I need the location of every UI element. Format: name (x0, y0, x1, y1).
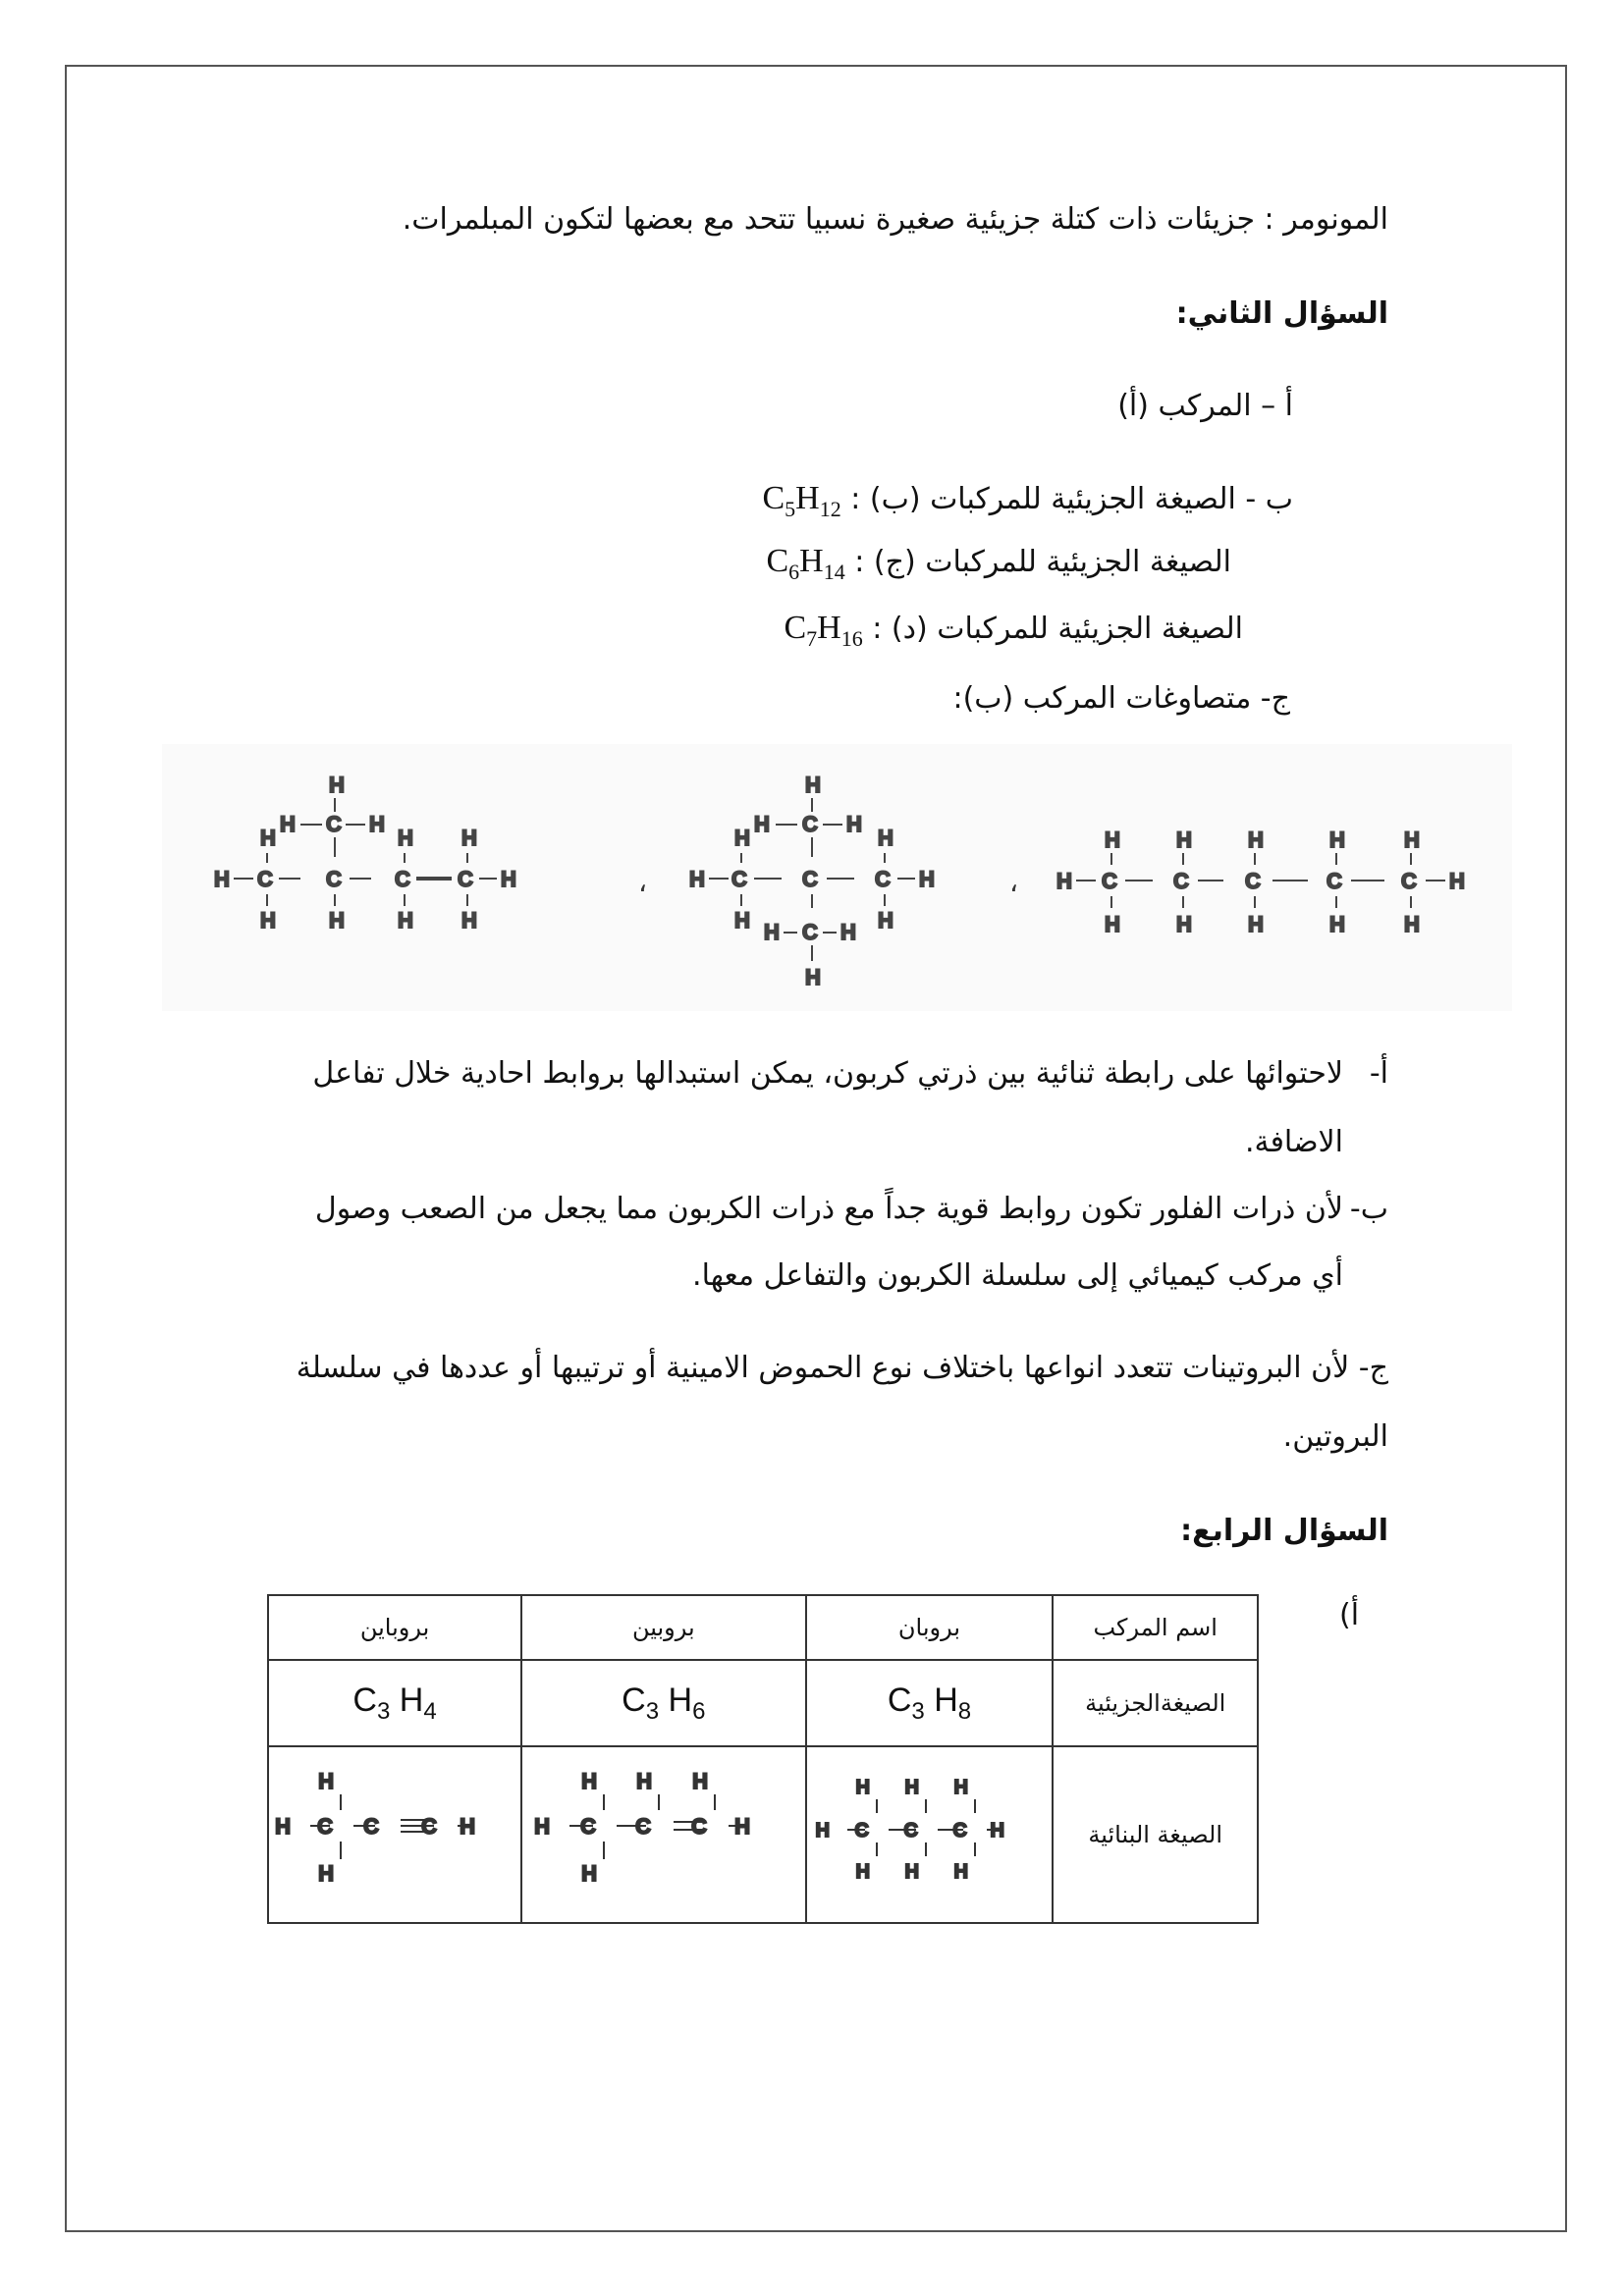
carbon-atom-label: C (458, 867, 473, 891)
hydrogen-atom-label: H (816, 1820, 831, 1842)
hydrogen-atom-label: H (856, 1861, 871, 1883)
hydrogen-atom-label: H (1105, 912, 1120, 936)
hydrogen-atom-label: H (878, 908, 893, 933)
cell-structure-propyne (268, 1746, 521, 1923)
hydrogen-atom-label: H (734, 908, 750, 933)
propyne-structure (275, 1769, 503, 1896)
hydrogen-atom-label: H (398, 826, 413, 850)
propene-structure (533, 1769, 782, 1896)
hydrogen-atom-label: H (919, 867, 935, 891)
hydrogen-atom-label: H (580, 1769, 597, 1793)
cell-name-propane: بروبان (806, 1595, 1054, 1660)
carbon-atom-label: C (326, 812, 342, 836)
q3-b-marker: ب- (1349, 1192, 1388, 1226)
cell-formula-propane: $C_3$ $H_8$ (806, 1660, 1054, 1746)
hydrogen-atom-label: H (805, 773, 821, 797)
carbon-atom-label: C (875, 867, 891, 891)
q2-c-formula: $C_6H_{14}$ (766, 543, 845, 584)
row-label-molecular-formula: الصيغةالجزيئية (1053, 1660, 1258, 1746)
hydrogen-atom-label: H (1329, 912, 1345, 936)
isomer-separator-1: ، (638, 866, 648, 898)
propane-structure (816, 1774, 1032, 1892)
carbon-atom-label: C (257, 867, 273, 891)
hydrogen-atom-label: H (954, 1861, 969, 1883)
table-row-names (268, 1595, 1258, 1660)
cell-formula-propyne: $C_3$ $H_4$ (268, 1660, 521, 1746)
q3-c-line1: ج- لأن البروتينات تتعدد انواعها باختلاف نوع الحموض الامينية أو ترتيبها أو عددها في سلسلة (296, 1351, 1388, 1385)
hydrogen-atom-label: H (764, 920, 780, 944)
hydrogen-atom-label: H (260, 908, 276, 933)
q3-b-line2: أي مركب كيميائي إلى سلسلة الكربون والتفاعل معها. (692, 1258, 1343, 1293)
isomer-n-pentane (1051, 829, 1483, 957)
row-label-structural-formula: الصيغة البنائية (1053, 1746, 1258, 1923)
carbon-atom-label: C (395, 867, 410, 891)
carbon-atom-label: C (690, 1814, 707, 1839)
carbon-atom-label: C (634, 1814, 651, 1839)
hydrogen-atom-label: H (461, 826, 477, 850)
hydrocarbons-table (267, 1594, 1259, 1924)
carbon-atom-label: C (421, 1814, 438, 1839)
hydrogen-atom-label: H (318, 1861, 335, 1886)
carbon-atom-label: C (317, 1814, 334, 1839)
hydrogen-atom-label: H (280, 812, 296, 836)
hydrogen-atom-label: H (1404, 828, 1420, 852)
hydrogen-atom-label: H (905, 1861, 920, 1883)
q4-part-a-marker: أ) (1339, 1598, 1360, 1632)
carbon-atom-label: C (1326, 869, 1342, 893)
hydrogen-atom-label: H (846, 812, 862, 836)
hydrogen-atom-label: H (318, 1769, 335, 1793)
isomer-2-2-dimethylpropane (687, 771, 952, 1006)
q2-c-label: الصيغة الجزيئية للمركبات (ج) : (854, 545, 1231, 579)
cell-structure-propene (521, 1746, 805, 1923)
hydrogen-atom-label: H (275, 1814, 292, 1839)
q2-b-label: ب - الصيغة الجزيئية للمركبات (ب) : (850, 482, 1293, 516)
hydrogen-atom-label: H (329, 908, 345, 933)
hydrogen-atom-label: H (856, 1777, 871, 1798)
hydrogen-atom-label: H (840, 920, 856, 944)
q2-part-a: أ – المركب (أ) (1117, 389, 1293, 423)
hydrogen-atom-label: H (1404, 912, 1420, 936)
table-row-molecular-formula (268, 1660, 1258, 1746)
hydrogen-atom-label: H (954, 1777, 969, 1798)
q2-heading: السؤال الثاني: (1175, 296, 1388, 331)
carbon-atom-label: C (802, 867, 818, 891)
hydrogen-atom-label: H (1105, 828, 1120, 852)
hydrogen-atom-label: H (754, 812, 770, 836)
carbon-atom-label: C (802, 920, 818, 944)
carbon-atom-label: C (855, 1820, 870, 1842)
table-row-structural-formula (268, 1746, 1258, 1923)
cell-name-propene: بروبين (521, 1595, 805, 1660)
q2-b-formula: $C_5H_{12}$ (762, 480, 841, 521)
q2-part-d (784, 609, 1243, 659)
hydrogen-atom-label: H (580, 1861, 597, 1886)
q3-b-line1: لأن ذرات الفلور تكون روابط قوية جداً مع ذرات الكربون مما يجعل من الصعب وصول (314, 1192, 1343, 1226)
carbon-atom-label: C (363, 1814, 380, 1839)
q3-a-line2: الاضافة. (1244, 1125, 1343, 1159)
q3-a-marker: أ- (1369, 1056, 1388, 1091)
monomer-definition: المونومر : جزيئات ذات كتلة جزيئية صغيرة نسبيا تتحد مع بعضها لتكون المبلمرات. (402, 202, 1388, 237)
hydrogen-atom-label: H (805, 965, 821, 989)
hydrogen-atom-label: H (461, 908, 477, 933)
q2-isomers-label: ج- متصاوغات المركب (ب): (952, 681, 1290, 716)
hydrogen-atom-label: H (733, 1814, 750, 1839)
isomer-2-methylbutane (206, 771, 550, 957)
carbon-atom-label: C (1401, 869, 1417, 893)
hydrogen-atom-label: H (1248, 912, 1264, 936)
isomer-separator-2: ، (1009, 866, 1019, 898)
row-label-name: اسم المركب (1053, 1595, 1258, 1660)
hydrogen-atom-label: H (734, 826, 750, 850)
cell-formula-propene: $C_3$ $H_6$ (521, 1660, 805, 1746)
carbon-atom-label: C (579, 1814, 596, 1839)
carbon-atom-label: C (731, 867, 747, 891)
cell-structure-propane (806, 1746, 1054, 1923)
q3-a-line1: لاحتوائها على رابطة ثنائية بين ذرتي كربون، يمكن استبدالها بروابط احادية خلال تفاعل (312, 1056, 1343, 1091)
hydrogen-atom-label: H (1449, 869, 1465, 893)
q2-d-label: الصيغة الجزيئية للمركبات (د) : (872, 612, 1243, 646)
hydrogen-atom-label: H (691, 1769, 708, 1793)
hydrogen-atom-label: H (214, 867, 230, 891)
q3-b (315, 1190, 1388, 1229)
q4-heading: السؤال الرابع: (1180, 1514, 1388, 1548)
hydrogen-atom-label: H (1248, 828, 1264, 852)
carbon-atom-label: C (904, 1820, 919, 1842)
hydrogen-atom-label: H (260, 826, 276, 850)
q2-part-b (762, 479, 1293, 529)
hydrogen-atom-label: H (1056, 869, 1072, 893)
q3-c-line2: البروتين. (1282, 1419, 1388, 1454)
hydrogen-atom-label: H (398, 908, 413, 933)
hydrogen-atom-label: H (1329, 828, 1345, 852)
q3-a (312, 1054, 1388, 1094)
hydrogen-atom-label: H (1176, 828, 1192, 852)
carbon-atom-label: C (953, 1820, 968, 1842)
hydrogen-atom-label: H (1176, 912, 1192, 936)
carbon-atom-label: C (1173, 869, 1189, 893)
carbon-atom-label: C (802, 812, 818, 836)
hydrogen-atom-label: H (991, 1820, 1005, 1842)
hydrogen-atom-label: H (460, 1814, 476, 1839)
carbon-atom-label: C (1245, 869, 1261, 893)
cell-name-propyne: بروباين (268, 1595, 521, 1660)
carbon-atom-label: C (1102, 869, 1117, 893)
hydrogen-atom-label: H (635, 1769, 652, 1793)
hydrogen-atom-label: H (878, 826, 893, 850)
hydrogen-atom-label: H (905, 1777, 920, 1798)
hydrogen-atom-label: H (329, 773, 345, 797)
q2-d-formula: $C_7H_{16}$ (784, 610, 863, 651)
carbon-atom-label: C (326, 867, 342, 891)
hydrogen-atom-label: H (533, 1814, 550, 1839)
hydrogen-atom-label: H (689, 867, 705, 891)
hydrogen-atom-label: H (369, 812, 385, 836)
q2-part-c (766, 542, 1231, 592)
hydrogen-atom-label: H (501, 867, 516, 891)
